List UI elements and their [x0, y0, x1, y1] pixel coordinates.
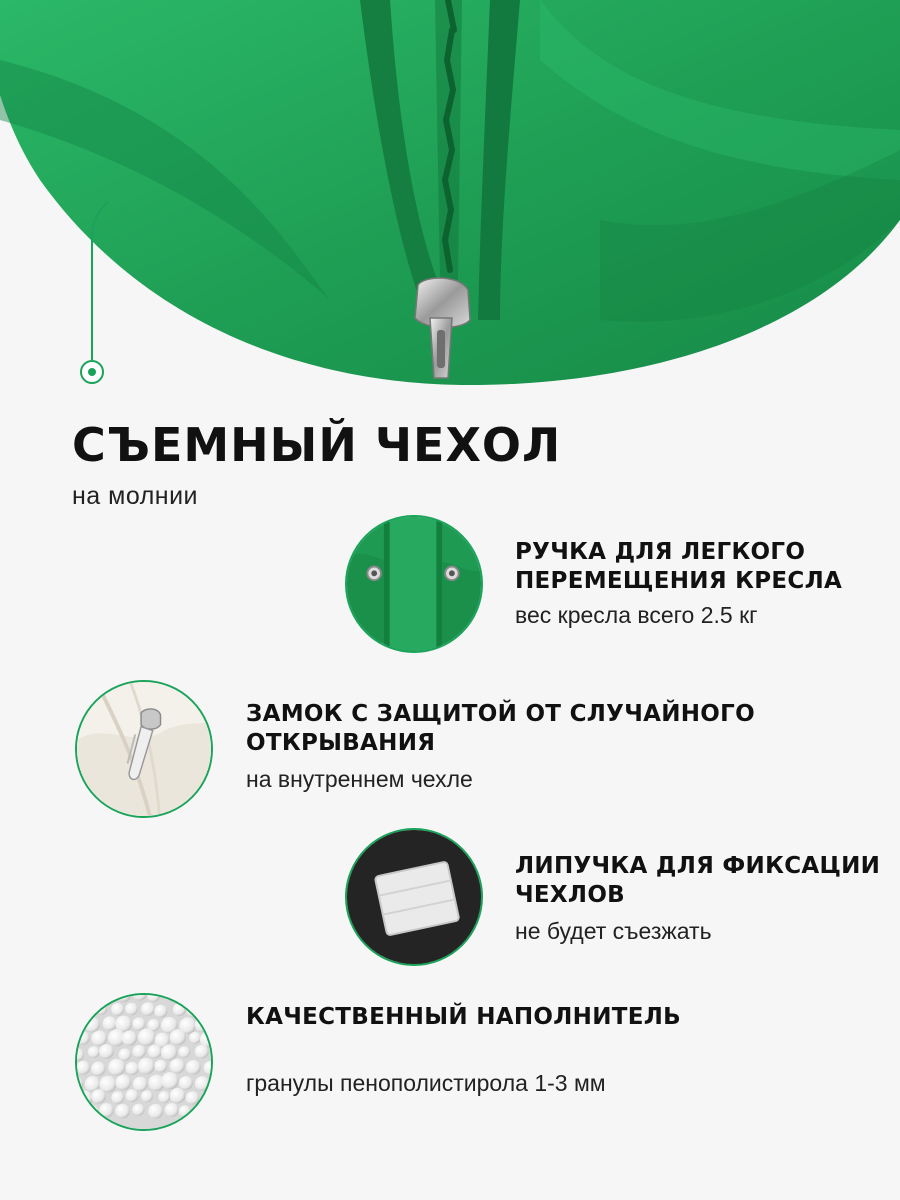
- page-title: СЪЕМНЫЙ ЧЕХОЛ: [72, 418, 562, 472]
- feature-desc-zipper-lock: на внутреннем чехле: [246, 766, 473, 792]
- hero-fabric-image: [0, 0, 900, 400]
- green-fabric-zipper-icon: [0, 0, 900, 400]
- page-subtitle: на молнии: [72, 482, 199, 510]
- handle-photo-icon: [345, 515, 483, 653]
- zipper-lock-photo-icon: [75, 680, 213, 818]
- feature-title-handle: РУЧКА ДЛЯ ЛЕГКОГО ПЕРЕМЕЩЕНИЯ КРЕСЛА: [515, 539, 843, 594]
- foam-beads-photo-icon: [75, 993, 213, 1131]
- velcro-photo-icon: [345, 828, 483, 966]
- feature-title-filler: КАЧЕСТВЕННЫЙ НАПОЛНИТЕЛЬ: [246, 1004, 681, 1030]
- feature-title-zipper-lock: ЗАМОК С ЗАЩИТОЙ ОТ СЛУЧАЙНОГО ОТКРЫВАНИЯ: [246, 701, 755, 756]
- feature-desc-handle: вес кресла всего 2.5 кг: [515, 602, 758, 628]
- feature-desc-filler: гранулы пенополистирола 1-3 мм: [246, 1070, 606, 1096]
- feature-desc-velcro: не будет съезжать: [515, 918, 712, 944]
- pointer-line-icon: [70, 200, 130, 390]
- feature-title-velcro: ЛИПУЧКА ДЛЯ ФИКСАЦИИ ЧЕХЛОВ: [515, 853, 881, 908]
